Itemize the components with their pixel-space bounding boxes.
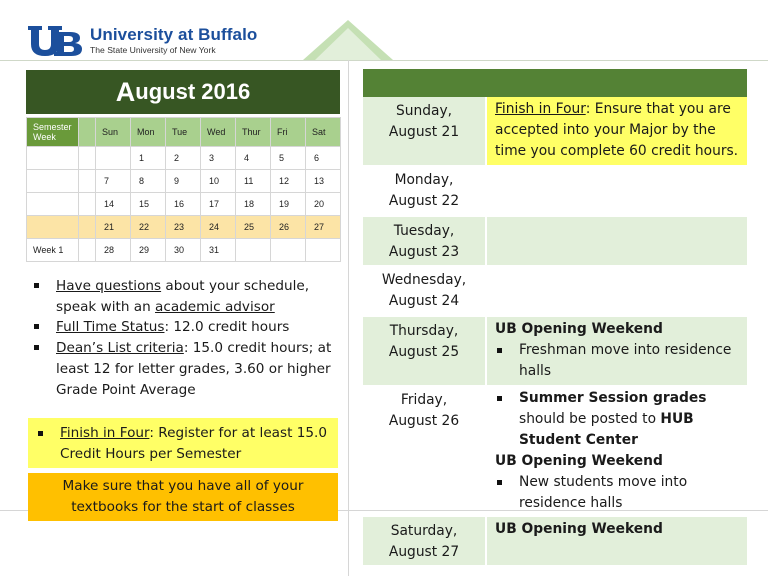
day-label: Sunday, August 21 <box>363 97 485 165</box>
day-header: Thur <box>236 118 271 147</box>
header-divider <box>0 60 768 61</box>
date-cell: 1 <box>131 147 166 170</box>
date-cell: 10 <box>201 170 236 193</box>
date-cell: 23 <box>166 216 201 239</box>
date-cell: 7 <box>96 170 131 193</box>
date-cell: 20 <box>306 193 341 216</box>
day-label: Thursday, August 25 <box>363 317 485 385</box>
date-cell: 5 <box>271 147 306 170</box>
agenda-row-wednesday <box>363 266 747 317</box>
day-header: Sun <box>96 118 131 147</box>
date-cell: 27 <box>306 216 341 239</box>
notes-list <box>32 276 344 400</box>
date-cell <box>96 147 131 170</box>
day-header: Wed <box>201 118 236 147</box>
day-label: Saturday, August 27 <box>363 517 485 565</box>
date-cell: 19 <box>271 193 306 216</box>
week-label <box>27 216 79 239</box>
day-label: Friday, August 26 <box>388 392 460 429</box>
note-full-time: Full Time Status: 12.0 credit hours <box>32 317 344 338</box>
date-cell <box>306 239 341 262</box>
day-label: Wednesday, August 24 <box>381 272 467 309</box>
finish-in-four-box: Finish in Four: Register for at least 15.0 Credit Hours per Semester <box>28 418 338 468</box>
date-cell: 22 <box>131 216 166 239</box>
date-cell: 6 <box>306 147 341 170</box>
date-cell: 9 <box>166 170 201 193</box>
event-cell: Summer Session grades should be posted to HUB Student Center UB Opening Weekend New students move into residence halls <box>495 390 707 511</box>
date-cell: 4 <box>236 147 271 170</box>
week-label <box>27 147 79 170</box>
semester-week-header: Semester Week <box>27 118 79 147</box>
date-cell <box>271 239 306 262</box>
day-label: Monday, August 22 <box>388 172 460 209</box>
date-cell: 17 <box>201 193 236 216</box>
agenda-row-tuesday <box>363 217 747 266</box>
month-rest: ugust 2016 <box>135 79 251 104</box>
event-cell <box>487 166 747 216</box>
agenda-row-saturday <box>363 517 747 566</box>
date-cell: 16 <box>166 193 201 216</box>
event-cell: UB Opening Weekend <box>487 517 747 565</box>
decorative-triangle <box>303 20 393 60</box>
week-label: Week 1 <box>27 239 79 262</box>
agenda-row-thursday <box>363 317 747 386</box>
date-cell: 14 <box>96 193 131 216</box>
date-cell: 15 <box>131 193 166 216</box>
week-label <box>27 193 79 216</box>
event-cell <box>487 266 747 316</box>
month-initial: A <box>115 76 136 107</box>
date-cell: 29 <box>131 239 166 262</box>
day-header: Mon <box>131 118 166 147</box>
university-name: University at Buffalo <box>90 25 258 44</box>
ub-logo-icon <box>26 24 86 58</box>
date-cell: 3 <box>201 147 236 170</box>
agenda-row-friday <box>363 386 747 517</box>
date-cell <box>236 239 271 262</box>
event-cell <box>487 217 747 265</box>
day-label: Tuesday, August 23 <box>363 217 485 265</box>
event-cell: UB Opening Weekend Freshman move into residence halls <box>487 317 747 385</box>
week-label <box>27 170 79 193</box>
agenda-row-sunday <box>363 97 747 166</box>
agenda-row-monday <box>363 166 747 217</box>
column-divider <box>348 60 349 576</box>
agenda-header-bar <box>363 69 747 97</box>
date-cell: 12 <box>271 170 306 193</box>
highlighted-week <box>27 216 341 239</box>
date-cell: 18 <box>236 193 271 216</box>
date-cell: 25 <box>236 216 271 239</box>
date-cell: 26 <box>271 216 306 239</box>
note-deans-list: Dean’s List criteria: 15.0 credit hours; at least 12 for letter grades, 3.60 or higher Grade Point Average <box>32 338 344 400</box>
event-cell: Finish in Four: Ensure that you are accepted into your Major by the time you complete 60 credit hours. <box>487 97 747 165</box>
date-cell: 24 <box>201 216 236 239</box>
day-header: Tue <box>166 118 201 147</box>
calendar-month-title <box>26 70 340 114</box>
date-cell: 13 <box>306 170 341 193</box>
weekly-agenda <box>363 69 747 566</box>
date-cell: 28 <box>96 239 131 262</box>
date-cell: 31 <box>201 239 236 262</box>
date-cell: 8 <box>131 170 166 193</box>
date-cell: 30 <box>166 239 201 262</box>
note-advisor: Have questions about your schedule, speak with an academic advisor <box>32 276 344 317</box>
day-header: Sat <box>306 118 341 147</box>
date-cell: 2 <box>166 147 201 170</box>
university-subtitle: The State University of New York <box>90 45 216 55</box>
date-cell: 21 <box>96 216 131 239</box>
date-cell: 11 <box>236 170 271 193</box>
month-calendar <box>26 117 341 262</box>
textbooks-box: Make sure that you have all of your textbooks for the start of classes <box>28 473 338 521</box>
day-header: Fri <box>271 118 306 147</box>
